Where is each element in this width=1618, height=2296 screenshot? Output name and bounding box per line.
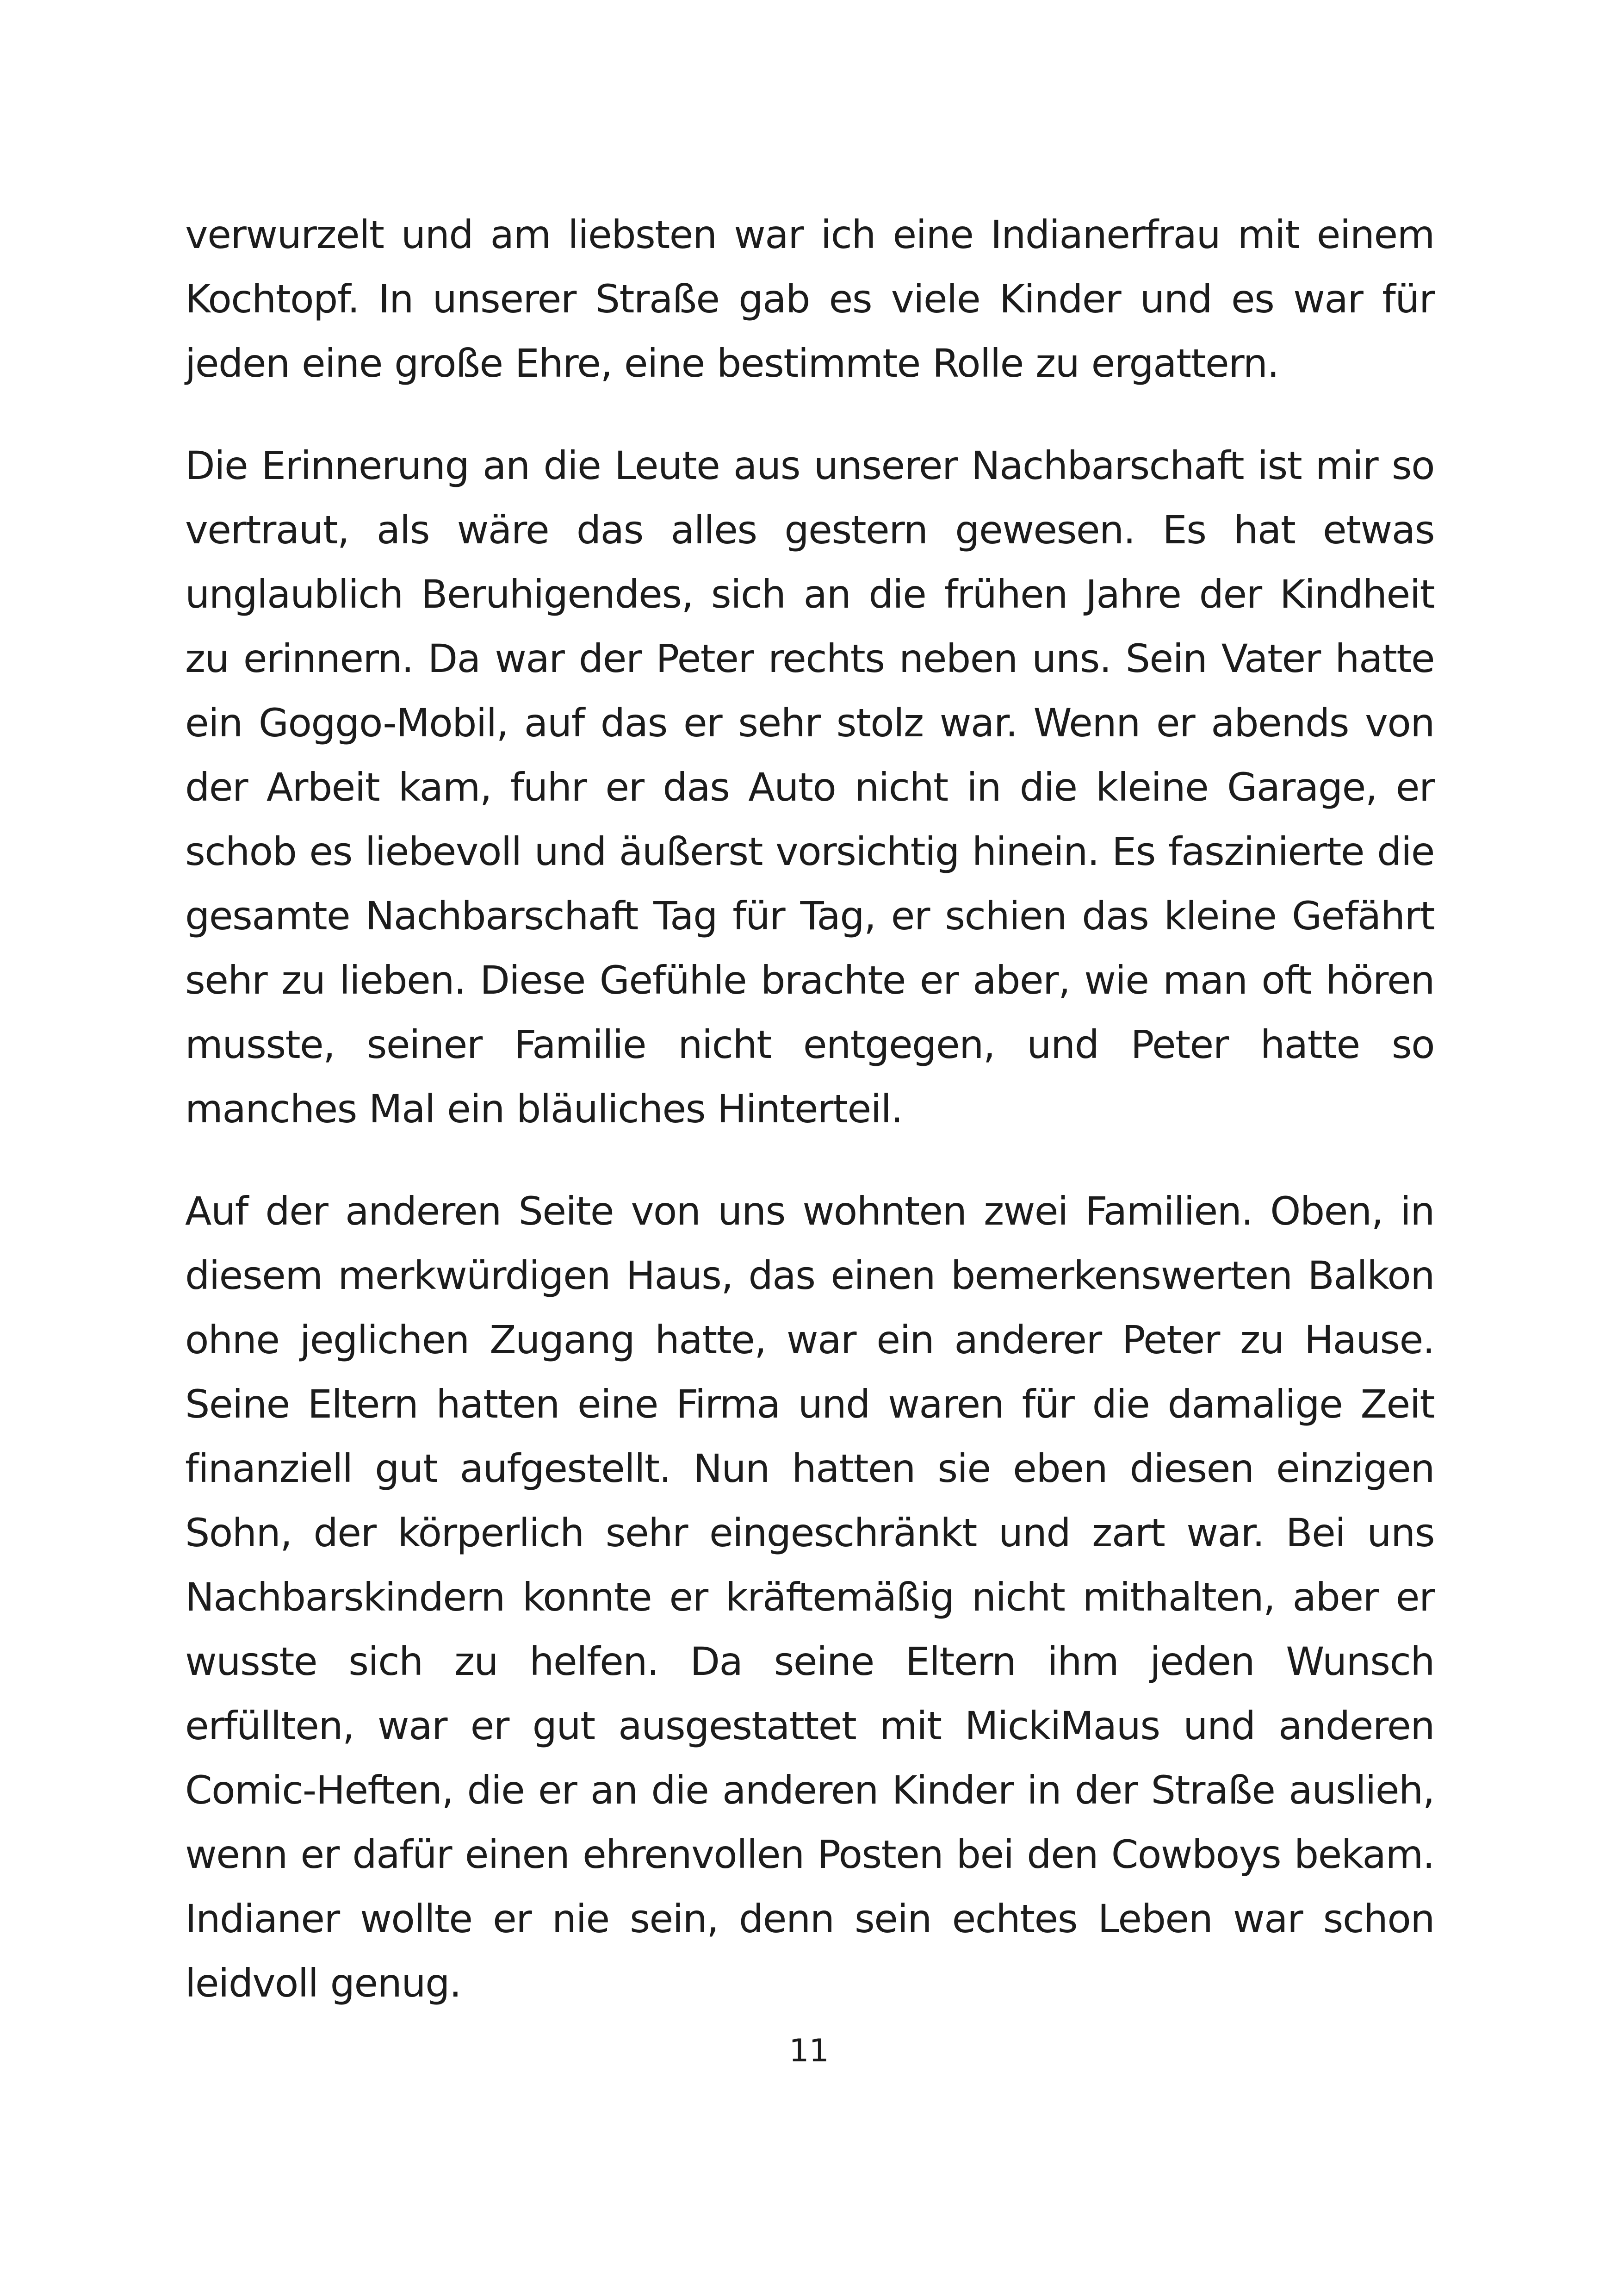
page-number: 11 (789, 2033, 829, 2069)
body-text (185, 203, 1434, 2053)
paragraph-2: Die Erinnerung an die Leute aus unserer Nachbarschaft ist mir so vertraut, als wäre das alles gestern gewesen. Es hat etwas unglaublich Beruhigendes, sich an die frühen Jahre der Kindheit zu erinnern. Da war der Peter rechts neben uns. Sein Vater hatte ein Goggo-Mobil, auf das er sehr stolz war. Wenn er abends von der Arbeit kam, fuhr er das Auto nicht in die kleine Garage, er schob es liebevoll und äußerst vorsichtig hinein. Es faszinierte die gesamte Nachbarschaft Tag für Tag, er schien das kleine Gefährt sehr zu lieben. Diese Gefühle brachte er aber, wie man oft hören musste, seiner Familie nicht entgegen, und Peter hatte so manches Mal ein bläuliches Hinterteil. (185, 443, 1434, 1132)
paragraph-3: Auf der anderen Seite von uns wohnten zwei Familien. Oben, in diesem merkwürdigen Haus, das einen bemerkenswerten Balkon ohne jeglichen Zugang hatte, war ein anderer Peter zu Hause. Seine Eltern hatten eine Firma und waren für die damalige Zeit finanziell gut aufgestellt. Nun hatten sie eben diesen einzigen Sohn, der körperlich sehr eingeschränkt und zart war. Bei uns Nachbarskindern konnte er kräftemäßig nicht mithalten, aber er wusste sich zu helfen. Da seine Eltern ihm jeden Wunsch erfüllten, war er gut ausgestattet mit MickiMaus und anderen Comic-Heften, die er an die anderen Kinder in der Straße auslieh, wenn er dafür einen ehrenvollen Posten bei den Cowboys bekam. Indianer wollte er nie sein, denn sein echtes Leben war schon leidvoll genug. (185, 1188, 1434, 2006)
paragraph-1: verwurzelt und am liebsten war ich eine Indianerfrau mit einem Kochtopf. In unserer Straße gab es viele Kinder und es war für jeden eine große Ehre, eine bestimmte Rolle zu ergattern. (185, 212, 1434, 386)
